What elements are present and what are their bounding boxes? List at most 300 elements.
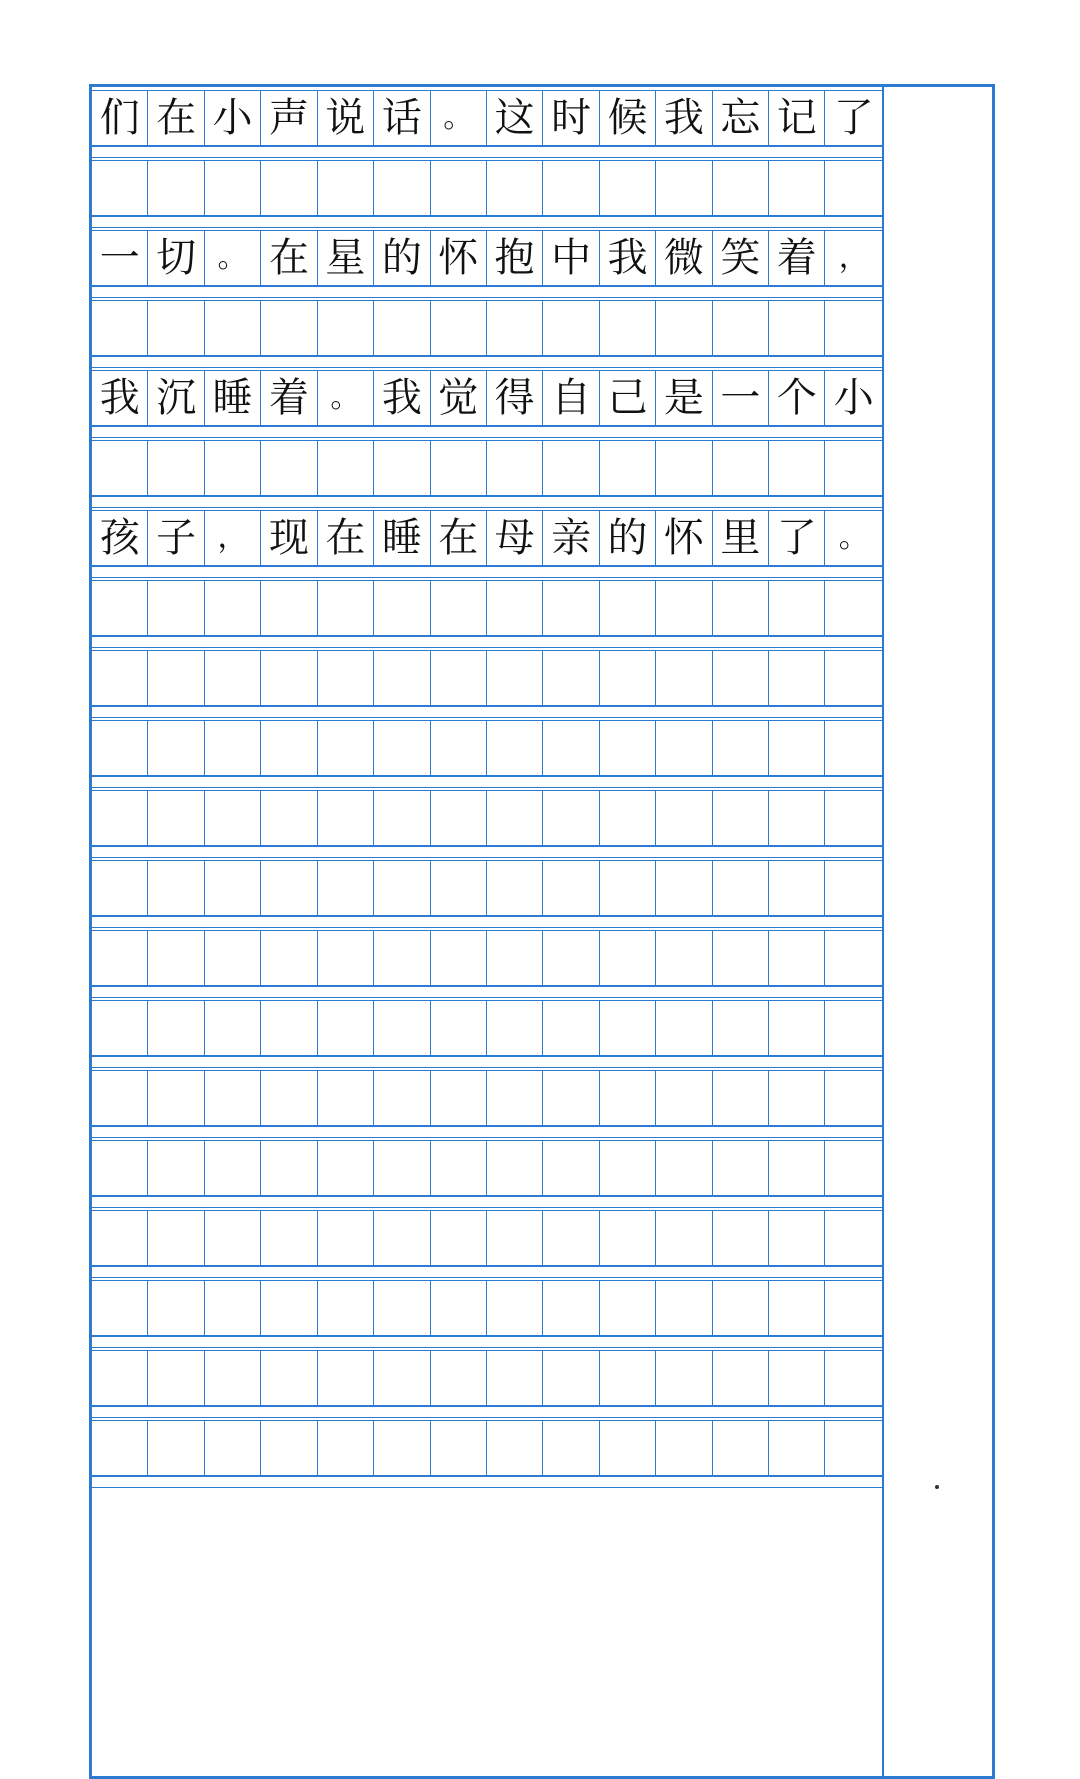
grid-cell	[713, 1211, 769, 1265]
grid-cell	[92, 161, 148, 215]
grid-cell	[487, 1351, 543, 1405]
row-gap-strip	[92, 356, 882, 368]
grid-row	[92, 1280, 882, 1336]
grid-row	[92, 510, 882, 566]
grid-cell	[261, 1001, 317, 1055]
grid-cell	[487, 1281, 543, 1335]
grid-row	[92, 160, 882, 216]
grid-cell	[148, 791, 204, 845]
grid-cell	[713, 861, 769, 915]
grid-cell	[261, 301, 317, 355]
grid-cell: 们	[92, 91, 148, 145]
grid-cell	[600, 721, 656, 775]
grid-cell	[374, 1001, 430, 1055]
grid-cell	[92, 861, 148, 915]
grid-cell	[92, 581, 148, 635]
grid-cell	[713, 1351, 769, 1405]
grid-cell: 候	[600, 91, 656, 145]
grid-cell	[261, 1351, 317, 1405]
grid-cell	[656, 1141, 712, 1195]
grid-cell: 孩	[92, 511, 148, 565]
grid-cell	[374, 721, 430, 775]
grid-cell: 切	[148, 231, 204, 285]
grid-cell: 是	[656, 371, 712, 425]
grid-cell	[543, 651, 599, 705]
grid-cell	[374, 1071, 430, 1125]
writing-grid	[92, 87, 884, 1776]
grid-row	[92, 1000, 882, 1056]
grid-cell	[600, 301, 656, 355]
grid-cell	[261, 1141, 317, 1195]
grid-cell	[261, 861, 317, 915]
grid-cell	[431, 1001, 487, 1055]
grid-cell	[205, 1421, 261, 1475]
grid-row	[92, 230, 882, 286]
grid-cell	[600, 931, 656, 985]
grid-cell: 己	[600, 371, 656, 425]
grid-cell: 我	[600, 231, 656, 285]
grid-cell	[431, 651, 487, 705]
grid-cell: 睡	[205, 371, 261, 425]
grid-cell: 这	[487, 91, 543, 145]
grid-cell: 在	[431, 511, 487, 565]
grid-cell: 一	[713, 371, 769, 425]
grid-cell	[487, 301, 543, 355]
grid-cell	[713, 651, 769, 705]
grid-cell	[825, 651, 881, 705]
grid-cell: 个	[769, 371, 825, 425]
grid-cell	[600, 1421, 656, 1475]
grid-cell	[431, 1141, 487, 1195]
grid-row	[92, 440, 882, 496]
row-gap-strip	[92, 286, 882, 298]
grid-cell	[261, 1421, 317, 1475]
grid-cell: 小	[205, 91, 261, 145]
grid-cell	[261, 161, 317, 215]
grid-cell: 抱	[487, 231, 543, 285]
grid-cell	[656, 441, 712, 495]
grid-cell	[431, 1351, 487, 1405]
grid-cell	[713, 1421, 769, 1475]
grid-row	[92, 1070, 882, 1126]
grid-cell	[148, 1421, 204, 1475]
grid-cell	[769, 1351, 825, 1405]
grid-cell	[769, 721, 825, 775]
grid-cell: 在	[318, 511, 374, 565]
grid-cell	[656, 1001, 712, 1055]
grid-cell	[148, 861, 204, 915]
grid-cell	[487, 791, 543, 845]
grid-cell	[92, 1211, 148, 1265]
grid-cell	[148, 1071, 204, 1125]
grid-cell	[825, 1281, 881, 1335]
grid-cell: 笑	[713, 231, 769, 285]
grid-cell	[713, 1281, 769, 1335]
row-gap-strip	[92, 986, 882, 998]
grid-cell: 我	[374, 371, 430, 425]
grid-cell: 自	[543, 371, 599, 425]
grid-cell	[374, 1141, 430, 1195]
grid-cell	[92, 651, 148, 705]
grid-cell	[769, 301, 825, 355]
grid-cell	[318, 441, 374, 495]
grid-cell	[600, 1351, 656, 1405]
grid-cell	[600, 1001, 656, 1055]
grid-cell: ，	[205, 511, 261, 565]
grid-cell	[431, 581, 487, 635]
grid-cell	[487, 581, 543, 635]
grid-cell	[318, 161, 374, 215]
grid-cell	[543, 441, 599, 495]
grid-cell	[148, 651, 204, 705]
grid-cell	[543, 1421, 599, 1475]
grid-cell	[148, 581, 204, 635]
grid-cell: 在	[261, 231, 317, 285]
grid-cell	[205, 301, 261, 355]
grid-cell	[825, 721, 881, 775]
grid-cell	[205, 1281, 261, 1335]
grid-cell	[825, 1351, 881, 1405]
row-gap-strip	[92, 146, 882, 158]
grid-cell	[656, 791, 712, 845]
grid-cell	[261, 1071, 317, 1125]
grid-cell	[374, 581, 430, 635]
grid-cell	[656, 301, 712, 355]
grid-cell	[92, 1141, 148, 1195]
grid-cell: 觉	[431, 371, 487, 425]
grid-cell	[825, 301, 881, 355]
grid-cell	[261, 581, 317, 635]
grid-cell	[431, 441, 487, 495]
grid-cell	[487, 1071, 543, 1125]
grid-cell: 我	[656, 91, 712, 145]
grid-cell	[487, 441, 543, 495]
grid-cell	[487, 721, 543, 775]
grid-cell	[205, 1071, 261, 1125]
grid-cell	[318, 861, 374, 915]
grid-cell	[205, 581, 261, 635]
grid-cell: 了	[769, 511, 825, 565]
grid-cell	[374, 1421, 430, 1475]
grid-cell	[825, 441, 881, 495]
grid-cell	[261, 721, 317, 775]
grid-cell	[825, 1211, 881, 1265]
grid-cell	[431, 301, 487, 355]
grid-cell	[92, 721, 148, 775]
grid-cell	[543, 861, 599, 915]
grid-cell	[205, 721, 261, 775]
grid-cell: 亲	[543, 511, 599, 565]
grid-row	[92, 90, 882, 146]
grid-cell	[374, 651, 430, 705]
grid-cell	[769, 1071, 825, 1125]
grid-row	[92, 300, 882, 356]
grid-cell	[487, 1211, 543, 1265]
grid-cell	[825, 861, 881, 915]
grid-cell: 着	[769, 231, 825, 285]
grid-cell	[148, 721, 204, 775]
grid-cell	[825, 1141, 881, 1195]
row-gap-strip	[92, 706, 882, 718]
grid-cell	[148, 441, 204, 495]
grid-cell: 睡	[374, 511, 430, 565]
grid-cell	[92, 301, 148, 355]
grid-cell	[205, 1001, 261, 1055]
grid-cell	[318, 791, 374, 845]
grid-cell	[600, 1211, 656, 1265]
grid-cell	[825, 931, 881, 985]
grid-cell	[148, 1211, 204, 1265]
grid-cell	[713, 791, 769, 845]
grid-cell	[374, 931, 430, 985]
grid-cell	[769, 581, 825, 635]
grid-cell	[543, 721, 599, 775]
grid-cell	[148, 931, 204, 985]
grid-cell	[543, 301, 599, 355]
grid-cell: 时	[543, 91, 599, 145]
grid-cell	[600, 1281, 656, 1335]
grid-cell	[656, 161, 712, 215]
grid-cell	[318, 931, 374, 985]
grid-cell	[431, 721, 487, 775]
grid-cell	[487, 651, 543, 705]
grid-cell	[769, 931, 825, 985]
grid-cell: 一	[92, 231, 148, 285]
grid-cell	[656, 581, 712, 635]
grid-cell	[769, 1141, 825, 1195]
grid-cell	[769, 861, 825, 915]
grid-cell: 得	[487, 371, 543, 425]
grid-cell	[769, 161, 825, 215]
grid-cell	[374, 861, 430, 915]
grid-cell	[543, 1071, 599, 1125]
grid-cell	[205, 1211, 261, 1265]
grid-cell	[431, 161, 487, 215]
grid-cell	[543, 1281, 599, 1335]
grid-cell: 话	[374, 91, 430, 145]
grid-cell	[431, 931, 487, 985]
grid-cell	[205, 931, 261, 985]
grid-cell	[318, 721, 374, 775]
grid-cell	[205, 1141, 261, 1195]
row-gap-strip	[92, 776, 882, 788]
grid-cell	[769, 1211, 825, 1265]
grid-cell: 在	[148, 91, 204, 145]
grid-row	[92, 930, 882, 986]
grid-cell: 子	[148, 511, 204, 565]
row-gap-strip	[92, 1056, 882, 1068]
grid-cell	[261, 1281, 317, 1335]
grid-cell	[713, 1001, 769, 1055]
grid-cell	[92, 791, 148, 845]
grid-cell	[487, 161, 543, 215]
grid-row	[92, 720, 882, 776]
grid-cell	[600, 161, 656, 215]
grid-cell: 中	[543, 231, 599, 285]
speck-mark	[935, 1485, 939, 1489]
grid-cell	[487, 1421, 543, 1475]
grid-cell	[656, 1351, 712, 1405]
grid-cell: 。	[838, 520, 869, 555]
grid-cell	[713, 1141, 769, 1195]
grid-cell	[600, 441, 656, 495]
grid-cell	[148, 161, 204, 215]
grid-cell	[713, 441, 769, 495]
grid-cell	[656, 721, 712, 775]
row-gap-strip	[92, 916, 882, 928]
grid-cell	[769, 1001, 825, 1055]
grid-cell	[656, 1071, 712, 1125]
grid-cell	[656, 1281, 712, 1335]
grid-cell	[600, 1071, 656, 1125]
grid-cell	[769, 791, 825, 845]
grid-cell: 着	[261, 371, 317, 425]
grid-cell	[318, 1351, 374, 1405]
grid-row	[92, 650, 882, 706]
row-gap-strip	[92, 216, 882, 228]
grid-cell	[205, 441, 261, 495]
grid-cell	[318, 301, 374, 355]
grid-cell: 。	[318, 371, 374, 425]
grid-cell	[600, 861, 656, 915]
grid-row	[92, 1210, 882, 1266]
grid-cell	[543, 931, 599, 985]
row-gap-strip	[92, 1476, 882, 1488]
grid-cell: 里	[713, 511, 769, 565]
grid-cell	[318, 651, 374, 705]
grid-cell	[487, 861, 543, 915]
grid-cell: 我	[92, 371, 148, 425]
grid-row	[92, 1140, 882, 1196]
grid-cell	[543, 1351, 599, 1405]
grid-cell: 。	[205, 231, 261, 285]
grid-cell	[769, 1421, 825, 1475]
grid-cell	[261, 791, 317, 845]
grid-cell	[769, 1281, 825, 1335]
grid-cell	[656, 1211, 712, 1265]
grid-cell	[374, 441, 430, 495]
manuscript-sheet	[89, 84, 995, 1779]
grid-cell	[318, 1001, 374, 1055]
grid-cell	[543, 581, 599, 635]
grid-cell	[600, 581, 656, 635]
grid-cell	[205, 161, 261, 215]
grid-cell	[374, 301, 430, 355]
grid-cell	[825, 161, 881, 215]
grid-cell	[543, 791, 599, 845]
grid-cell	[825, 581, 881, 635]
grid-cell	[487, 1141, 543, 1195]
grid-cell	[769, 651, 825, 705]
grid-cell: 记	[769, 91, 825, 145]
row-gap-strip	[92, 1336, 882, 1348]
row-gap-strip	[92, 1406, 882, 1418]
grid-cell: 声	[261, 91, 317, 145]
row-gap-strip	[92, 1196, 882, 1208]
grid-row	[92, 860, 882, 916]
grid-cell	[374, 1281, 430, 1335]
grid-cell	[431, 1421, 487, 1475]
grid-cell	[261, 651, 317, 705]
grid-cell: 说	[318, 91, 374, 145]
grid-cell	[374, 1211, 430, 1265]
grid-cell	[600, 651, 656, 705]
grid-row	[92, 1350, 882, 1406]
grid-cell	[713, 301, 769, 355]
grid-row	[92, 580, 882, 636]
grid-cell	[769, 441, 825, 495]
grid-cell	[600, 1141, 656, 1195]
grid-cell	[713, 721, 769, 775]
grid-cell: ，	[838, 240, 869, 275]
grid-cell	[543, 1001, 599, 1055]
grid-cell	[825, 1071, 881, 1125]
grid-cell	[318, 1281, 374, 1335]
grid-cell: 忘	[713, 91, 769, 145]
grid-row	[92, 790, 882, 846]
grid-cell	[148, 1001, 204, 1055]
grid-cell	[148, 1281, 204, 1335]
grid-cell: 了	[833, 95, 874, 141]
grid-cell: 怀	[656, 511, 712, 565]
grid-cell: 的	[600, 511, 656, 565]
grid-cell	[92, 931, 148, 985]
grid-cell: 怀	[431, 231, 487, 285]
grid-cell	[431, 1071, 487, 1125]
grid-cell	[713, 931, 769, 985]
grid-cell	[92, 1421, 148, 1475]
grid-cell	[148, 1351, 204, 1405]
row-gap-strip	[92, 426, 882, 438]
grid-cell	[656, 1421, 712, 1475]
grid-cell: 的	[374, 231, 430, 285]
grid-cell	[431, 791, 487, 845]
grid-cell	[92, 1351, 148, 1405]
grid-cell	[825, 1001, 881, 1055]
grid-cell: 微	[656, 231, 712, 285]
grid-row	[92, 1420, 882, 1476]
row-gap-strip	[92, 1126, 882, 1138]
grid-cell: 母	[487, 511, 543, 565]
grid-cell	[487, 1001, 543, 1055]
grid-cell	[148, 301, 204, 355]
grid-cell	[148, 1141, 204, 1195]
grid-cell	[825, 791, 881, 845]
grid-cell	[713, 581, 769, 635]
grid-cell	[825, 1421, 881, 1475]
grid-cell: 现	[261, 511, 317, 565]
grid-row	[92, 370, 882, 426]
grid-cell	[318, 1141, 374, 1195]
grid-cell	[205, 791, 261, 845]
row-gap-strip	[92, 846, 882, 858]
grid-cell	[713, 1071, 769, 1125]
grid-cell	[92, 1281, 148, 1335]
grid-cell	[374, 791, 430, 845]
row-gap-strip	[92, 496, 882, 508]
grid-cell: 小	[833, 375, 874, 421]
grid-cell	[318, 1071, 374, 1125]
grid-cell: 。	[431, 91, 487, 145]
row-gap-strip	[92, 636, 882, 648]
row-gap-strip	[92, 1266, 882, 1278]
grid-cell	[487, 931, 543, 985]
grid-cell: 沉	[148, 371, 204, 425]
grid-cell	[431, 1211, 487, 1265]
grid-cell	[261, 931, 317, 985]
grid-cell	[318, 1211, 374, 1265]
grid-cell	[92, 1071, 148, 1125]
